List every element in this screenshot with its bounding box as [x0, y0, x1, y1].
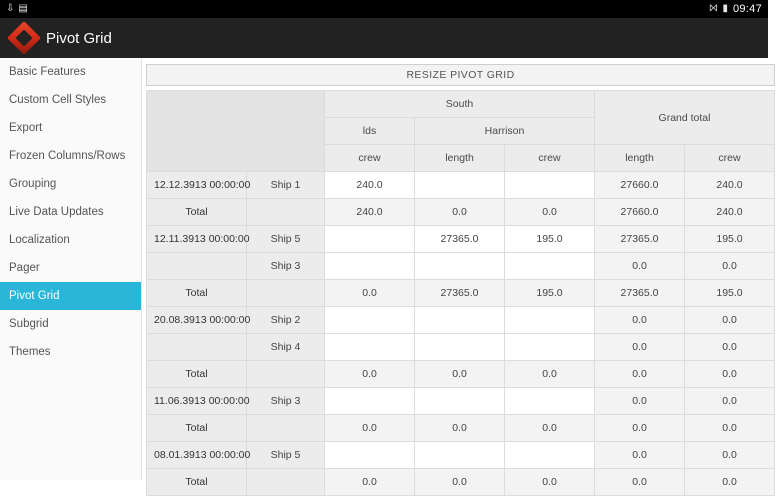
cell-crew-harrison: 195.0	[505, 280, 595, 307]
sidebar-item-label: Custom Cell Styles	[9, 94, 107, 106]
sidebar-item-label: Live Data Updates	[9, 206, 104, 218]
pivot-grid-body	[147, 172, 775, 496]
cell-length-grandtotal: 27365.0	[595, 280, 685, 307]
table-row[interactable]	[147, 334, 775, 361]
sidebar-item-label: Subgrid	[9, 318, 49, 330]
table-row[interactable]	[147, 442, 775, 469]
cell-length-grandtotal: 0.0	[595, 415, 685, 442]
cell-length-harrison	[415, 334, 505, 361]
image-icon: ▤	[18, 3, 28, 14]
cell-crew-south-lds	[325, 253, 415, 280]
cell-length-harrison: 0.0	[415, 415, 505, 442]
cell-length-harrison	[415, 388, 505, 415]
cell-length-grandtotal: 0.0	[595, 442, 685, 469]
cell-length-grandtotal: 0.0	[595, 388, 685, 415]
app-bar	[0, 18, 768, 58]
cell-length-harrison	[415, 307, 505, 334]
cell-crew-grandtotal: 240.0	[685, 172, 775, 199]
sidebar-item-label: Frozen Columns/Rows	[9, 150, 126, 162]
battery-icon: ▮	[722, 3, 728, 14]
sidebar-item-localization[interactable]	[0, 226, 141, 254]
cell-crew-grandtotal: 0.0	[685, 388, 775, 415]
table-row[interactable]	[147, 253, 775, 280]
cell-crew-south-lds: 240.0	[325, 199, 415, 226]
cell-crew-harrison: 0.0	[505, 199, 595, 226]
cell-crew-harrison	[505, 388, 595, 415]
row-header-date: Total	[147, 199, 247, 226]
sidebar-item-pager[interactable]	[0, 254, 141, 282]
download-icon: ⇩	[6, 3, 15, 14]
sidebar-item-themes[interactable]	[0, 338, 141, 366]
cell-length-grandtotal: 0.0	[595, 361, 685, 388]
table-row[interactable]	[147, 226, 775, 253]
cell-length-grandtotal: 27660.0	[595, 199, 685, 226]
cell-crew-south-lds: 0.0	[325, 280, 415, 307]
status-right-icons	[709, 3, 762, 15]
cell-crew-south-lds	[325, 388, 415, 415]
cell-crew-grandtotal: 195.0	[685, 226, 775, 253]
mute-icon: ⨝	[709, 3, 718, 14]
cell-crew-south-lds: 240.0	[325, 172, 415, 199]
table-row[interactable]	[147, 199, 775, 226]
cell-length-harrison	[415, 253, 505, 280]
row-header-ship: Ship 3	[247, 388, 325, 415]
row-header-date: Total	[147, 280, 247, 307]
row-header-date: 08.01.3913 00:00:00	[147, 442, 247, 469]
cell-crew-south-lds	[325, 334, 415, 361]
row-header-date: 11.06.3913 00:00:00	[147, 388, 247, 415]
pivot-grid-header	[147, 91, 775, 172]
cell-length-harrison	[415, 442, 505, 469]
page-title: Pivot Grid	[46, 29, 112, 47]
table-row[interactable]	[147, 361, 775, 388]
table-row[interactable]	[147, 280, 775, 307]
cell-crew-grandtotal: 195.0	[685, 280, 775, 307]
row-header-ship: Ship 5	[247, 442, 325, 469]
row-header-ship: Ship 1	[247, 172, 325, 199]
cell-crew-harrison	[505, 307, 595, 334]
table-row[interactable]	[147, 469, 775, 496]
cell-crew-south-lds	[325, 307, 415, 334]
row-header-ship: Ship 3	[247, 253, 325, 280]
cell-crew-south-lds	[325, 226, 415, 253]
column-group-south[interactable]: South	[325, 91, 595, 118]
measure-header-length-harrison[interactable]: length	[415, 145, 505, 172]
cell-crew-harrison	[505, 334, 595, 361]
row-header-ship	[247, 469, 325, 496]
sidebar-item-label: Pivot Grid	[9, 290, 60, 302]
sidebar-item-basic-features[interactable]	[0, 58, 141, 86]
cell-length-grandtotal: 0.0	[595, 253, 685, 280]
cell-length-grandtotal: 27365.0	[595, 226, 685, 253]
row-header-ship: Ship 4	[247, 334, 325, 361]
cell-crew-grandtotal: 0.0	[685, 253, 775, 280]
sidebar-item-custom-cell-styles[interactable]	[0, 86, 141, 114]
cell-crew-grandtotal: 0.0	[685, 415, 775, 442]
row-header-date: 12.12.3913 00:00:00	[147, 172, 247, 199]
cell-length-harrison	[415, 172, 505, 199]
cell-length-harrison: 27365.0	[415, 280, 505, 307]
cell-crew-harrison	[505, 253, 595, 280]
sidebar-item-label: Grouping	[9, 178, 57, 190]
cell-crew-grandtotal: 0.0	[685, 361, 775, 388]
cell-crew-harrison	[505, 172, 595, 199]
sidebar-item-grouping[interactable]	[0, 170, 141, 198]
cell-crew-harrison: 195.0	[505, 226, 595, 253]
row-header-date: 12.11.3913 00:00:00	[147, 226, 247, 253]
cell-length-harrison: 0.0	[415, 199, 505, 226]
measure-header-crew-harrison[interactable]: crew	[505, 145, 595, 172]
cell-crew-grandtotal: 0.0	[685, 442, 775, 469]
telerik-diamond-logo-icon	[7, 21, 41, 55]
sidebar-item-live-data-updates[interactable]	[0, 198, 141, 226]
column-subgroup-harrison[interactable]: Harrison	[415, 118, 595, 145]
sidebar-item-label: Pager	[9, 262, 40, 274]
cell-crew-grandtotal: 0.0	[685, 307, 775, 334]
column-subgroup-lds[interactable]: lds	[325, 118, 415, 145]
sidebar-item-export[interactable]	[0, 114, 141, 142]
header-row-groups	[147, 91, 775, 118]
row-header-ship: Ship 2	[247, 307, 325, 334]
measure-header-crew-grandtotal[interactable]: crew	[685, 145, 775, 172]
row-header-ship	[247, 199, 325, 226]
row-header-date	[147, 334, 247, 361]
sidebar[interactable]	[0, 58, 142, 480]
row-header-ship	[247, 415, 325, 442]
sidebar-item-subgrid[interactable]	[0, 310, 141, 338]
measure-header-length-grandtotal[interactable]: length	[595, 145, 685, 172]
sidebar-item-label: Basic Features	[9, 66, 86, 78]
cell-crew-south-lds: 0.0	[325, 469, 415, 496]
cell-length-grandtotal: 0.0	[595, 469, 685, 496]
cell-length-grandtotal: 27660.0	[595, 172, 685, 199]
cell-crew-south-lds: 0.0	[325, 361, 415, 388]
cell-crew-harrison	[505, 442, 595, 469]
android-status-bar	[0, 0, 768, 18]
table-row[interactable]	[147, 307, 775, 334]
row-header-date: 20.08.3913 00:00:00	[147, 307, 247, 334]
sidebar-item-frozen-columns-rows[interactable]	[0, 142, 141, 170]
sidebar-item-pivot-grid[interactable]	[0, 282, 141, 310]
column-group-grand-total[interactable]: Grand total	[595, 91, 775, 145]
status-clock: 09:47	[732, 3, 762, 15]
row-header-date: Total	[147, 469, 247, 496]
cell-crew-harrison: 0.0	[505, 469, 595, 496]
sidebar-item-label: Export	[9, 122, 43, 134]
row-header-date: Total	[147, 361, 247, 388]
measure-header-crew-south-lds[interactable]: crew	[325, 145, 415, 172]
row-header-ship	[247, 361, 325, 388]
pivot-grid-table[interactable]	[146, 90, 775, 496]
table-row[interactable]	[147, 172, 775, 199]
cell-length-grandtotal: 0.0	[595, 307, 685, 334]
cell-crew-grandtotal: 240.0	[685, 199, 775, 226]
cell-crew-harrison: 0.0	[505, 361, 595, 388]
cell-length-harrison: 0.0	[415, 361, 505, 388]
cell-crew-grandtotal: 0.0	[685, 469, 775, 496]
row-header-date: Total	[147, 415, 247, 442]
content-area	[0, 58, 768, 488]
status-left-icons	[6, 4, 28, 14]
resize-pivot-grid-button[interactable]: RESIZE PIVOT GRID	[146, 64, 775, 86]
row-header-ship	[247, 280, 325, 307]
cell-length-harrison: 0.0	[415, 469, 505, 496]
cell-length-grandtotal: 0.0	[595, 334, 685, 361]
cell-crew-grandtotal: 0.0	[685, 334, 775, 361]
table-row[interactable]	[147, 388, 775, 415]
sidebar-item-label: Localization	[9, 234, 70, 246]
main-pane	[142, 58, 781, 488]
row-header-date	[147, 253, 247, 280]
cell-crew-south-lds: 0.0	[325, 415, 415, 442]
row-header-ship: Ship 5	[247, 226, 325, 253]
cell-length-harrison: 27365.0	[415, 226, 505, 253]
cell-crew-south-lds	[325, 442, 415, 469]
cell-crew-harrison: 0.0	[505, 415, 595, 442]
sidebar-item-label: Themes	[9, 346, 51, 358]
grid-corner-cell	[147, 91, 325, 172]
table-row[interactable]	[147, 415, 775, 442]
